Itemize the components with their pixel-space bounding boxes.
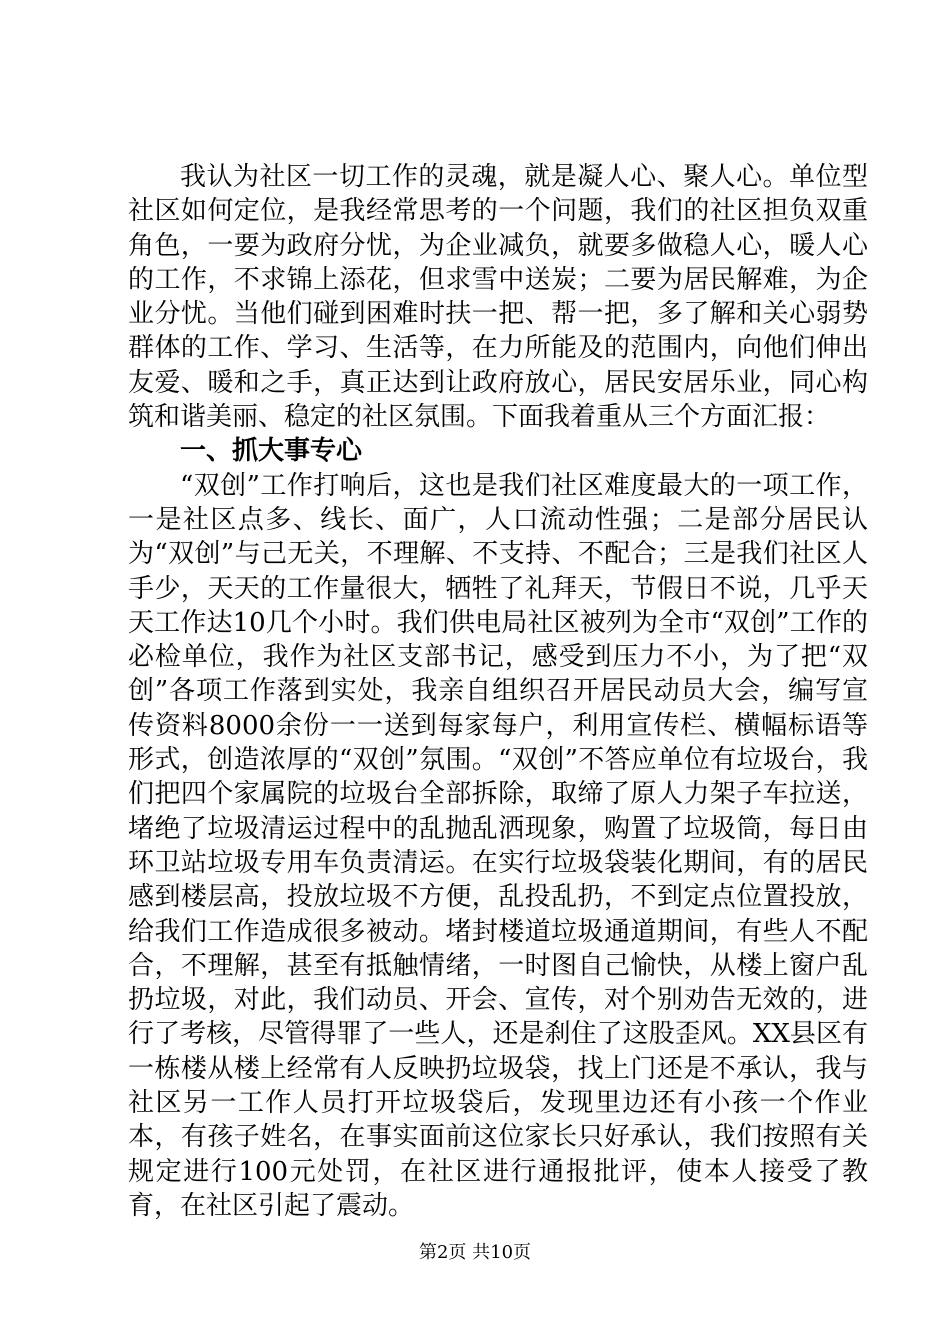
section-heading: 一、抓大事专心 [180,436,363,467]
document-body [128,160,868,1223]
body-paragraph: “双创”工作打响后，这也是我们社区难度最大的一项工作，一是社区点多、线长、面广，人口流动性强；二是部分居民认为“双创”与己无关，不理解、不支持、不配合；三是我们社区人手少，天天的工作量很大，牺牲了礼拜天，节假日不说，几乎天天工作达10几个小时。我们供电局社区被列为全市“双创”工作的必检单位，我作为社区支部书记，感受到压力不小，为了把“双创”各项工作落到实处，我亲自组织召开居民动员大会，编写宣传资料8000余份一一送到每家每户，利用宣传栏、横幅标语等形式，创造浓厚的“双创”氛围。“双创”不答应单位有垃圾台，我们把四个家属院的垃圾台全部拆除，取缔了原人力架子车拉送，堵绝了垃圾清运过程中的乱抛乱洒现象，购置了垃圾筒，每日由环卫站垃圾专用车负责清运。在实行垃圾袋装化期间，有的居民感到楼层高，投放垃圾不方便，乱投乱扔，不到定点位置投放，给我们工作造成很多被动。堵封楼道垃圾通道期间，有些人不配合，不理解，甚至有抵触情绪，一时图自己愉快，从楼上窗户乱扔垃圾，对此，我们动员、开会、宣传，对个别劝告无效的，进行了考核，尽管得罪了一些人，还是刹住了这股歪风。XX县区有一栋楼从楼上经常有人反映扔垃圾袋，找上门还是不承认，我与社区另一工作人员打开垃圾袋后，发现里边还有小孩一个作业本，有孩子姓名，在事实面前这位家长只好承认，我们按照有关规定进行100元处罚，在社区进行通报批评，使本人接受了教育，在社区引起了震动。 [128,470,868,1221]
body-paragraph: 我认为社区一切工作的灵魂，就是凝人心、聚人心。单位型社区如何定位，是我经常思考的一个问题，我们的社区担负双重角色，一要为政府分忧，为企业减负，就要多做稳人心，暖人心的工作，不求锦上添花，但求雪中送炭；二要为居民解难，为企业分忧。当他们碰到困难时扶一把、帮一把，多了解和关心弱势群体的工作、学习、生活等，在力所能及的范围内，向他们伸出友爱、暖和之手，真正达到让政府放心，居民安居乐业，同心构筑和谐美丽、稳定的社区氛围。下面我着重从三个方面汇报： [128,162,868,433]
page-footer: 第2页 共10页 [418,1242,532,1263]
